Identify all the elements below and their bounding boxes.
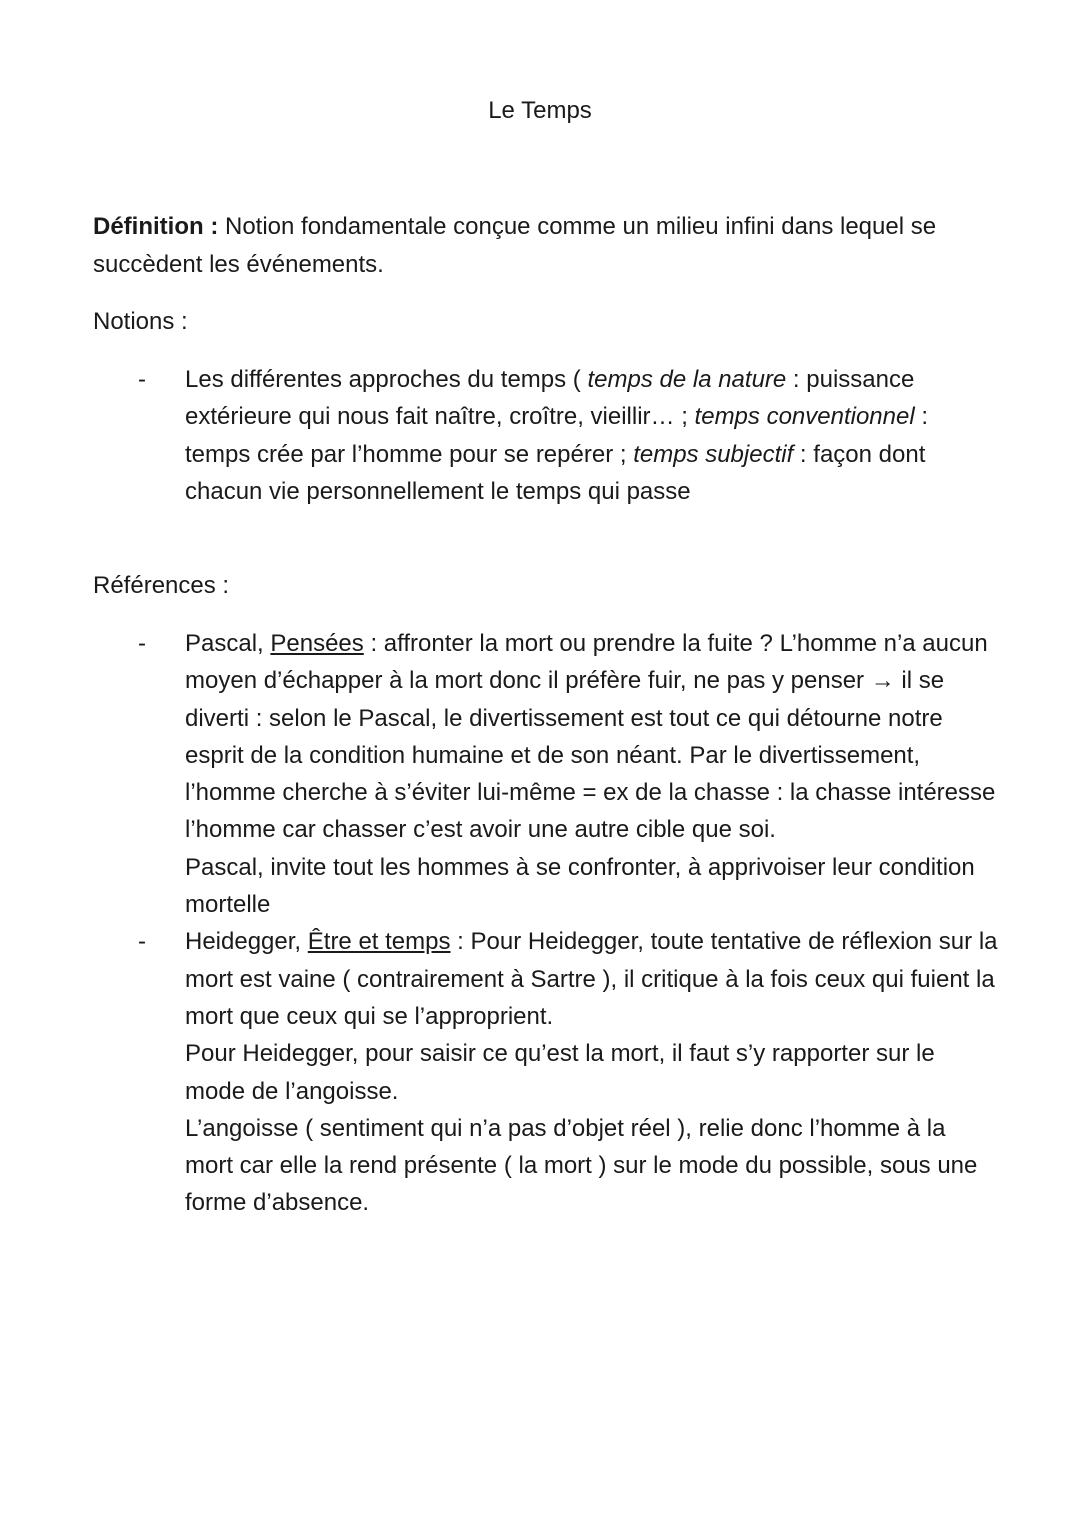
notion-desc: : puissance extérieure qui nous fait naître, croître, vieillir… ; xyxy=(185,366,915,431)
bullet-dash: - xyxy=(138,366,146,393)
definition-text: Notion fondamentale conçue comme un milieu infini dans lequel se succèdent les événements. xyxy=(93,213,937,278)
page-title: Le Temps xyxy=(488,97,592,124)
notions-list xyxy=(0,361,1080,510)
reference-text: Pascal, invite tout les hommes à se confronter, à apprivoiser leur condition mortelle xyxy=(185,853,975,919)
list-item xyxy=(0,361,1080,510)
notion-term: temps conventionnel xyxy=(694,403,915,431)
reference-author: Pascal, xyxy=(185,630,271,657)
notion-term: temps de la nature xyxy=(587,366,787,393)
bullet-dash: - xyxy=(138,630,146,657)
reference-text: L’angoisse ( sentiment qui n’a pas d’objet réel ), relie donc l’homme à la mort car elle la rend présente ( la mort ) sur le mode du possible, sous une forme d’absence. xyxy=(185,1114,978,1217)
references-heading: Références : xyxy=(93,572,230,599)
reference-paragraph xyxy=(185,625,1000,849)
reference-text: Pour Heidegger, pour saisir ce qu’est la mort, il faut s’y rapporter sur le mode de l’angoisse. xyxy=(185,1040,935,1105)
reference-author: Heidegger, xyxy=(185,928,308,956)
definition-paragraph xyxy=(93,208,993,283)
reference-text: : affronter la mort ou prendre la fuite ? L’homme n’a aucun moyen d’échapper à la mort donc il préfère fuir, ne pas y penser → il se diverti : selon le Pascal, le divertissement est tout ce qui détourne notre esprit de la condition humaine et de son néant. Par le divertissement, l’homme cherche à s’éviter lui-même = ex de la chasse : la chasse intéresse l’homme car chasser c’est avoir une autre cible que soi. xyxy=(185,630,996,844)
reference-work-title: Être et temps xyxy=(307,928,451,956)
references-list xyxy=(0,625,1080,1222)
reference-paragraph xyxy=(185,923,1000,1035)
reference-text: : Pour Heidegger, toute tentative de réflexion sur la mort est vaine ( contrairement à Sartre ), il critique à la fois ceux qui fuient la mort que ceux qui se l’approprient. xyxy=(185,928,998,1030)
notion-intro: Les différentes approches du temps ( xyxy=(185,366,588,393)
definition-label: Définition : xyxy=(93,213,219,240)
notion-term: temps subjectif xyxy=(633,440,794,468)
list-item xyxy=(0,923,1080,1221)
notion-desc: : façon dont chacun vie personnellement le temps qui passe xyxy=(185,440,926,505)
bullet-dash: - xyxy=(138,928,146,956)
list-item xyxy=(0,625,1080,923)
reference-work-title: Pensées xyxy=(270,630,364,657)
notions-heading: Notions : xyxy=(93,308,188,335)
notion-desc: : temps crée par l’homme pour se repérer ; xyxy=(185,403,929,468)
